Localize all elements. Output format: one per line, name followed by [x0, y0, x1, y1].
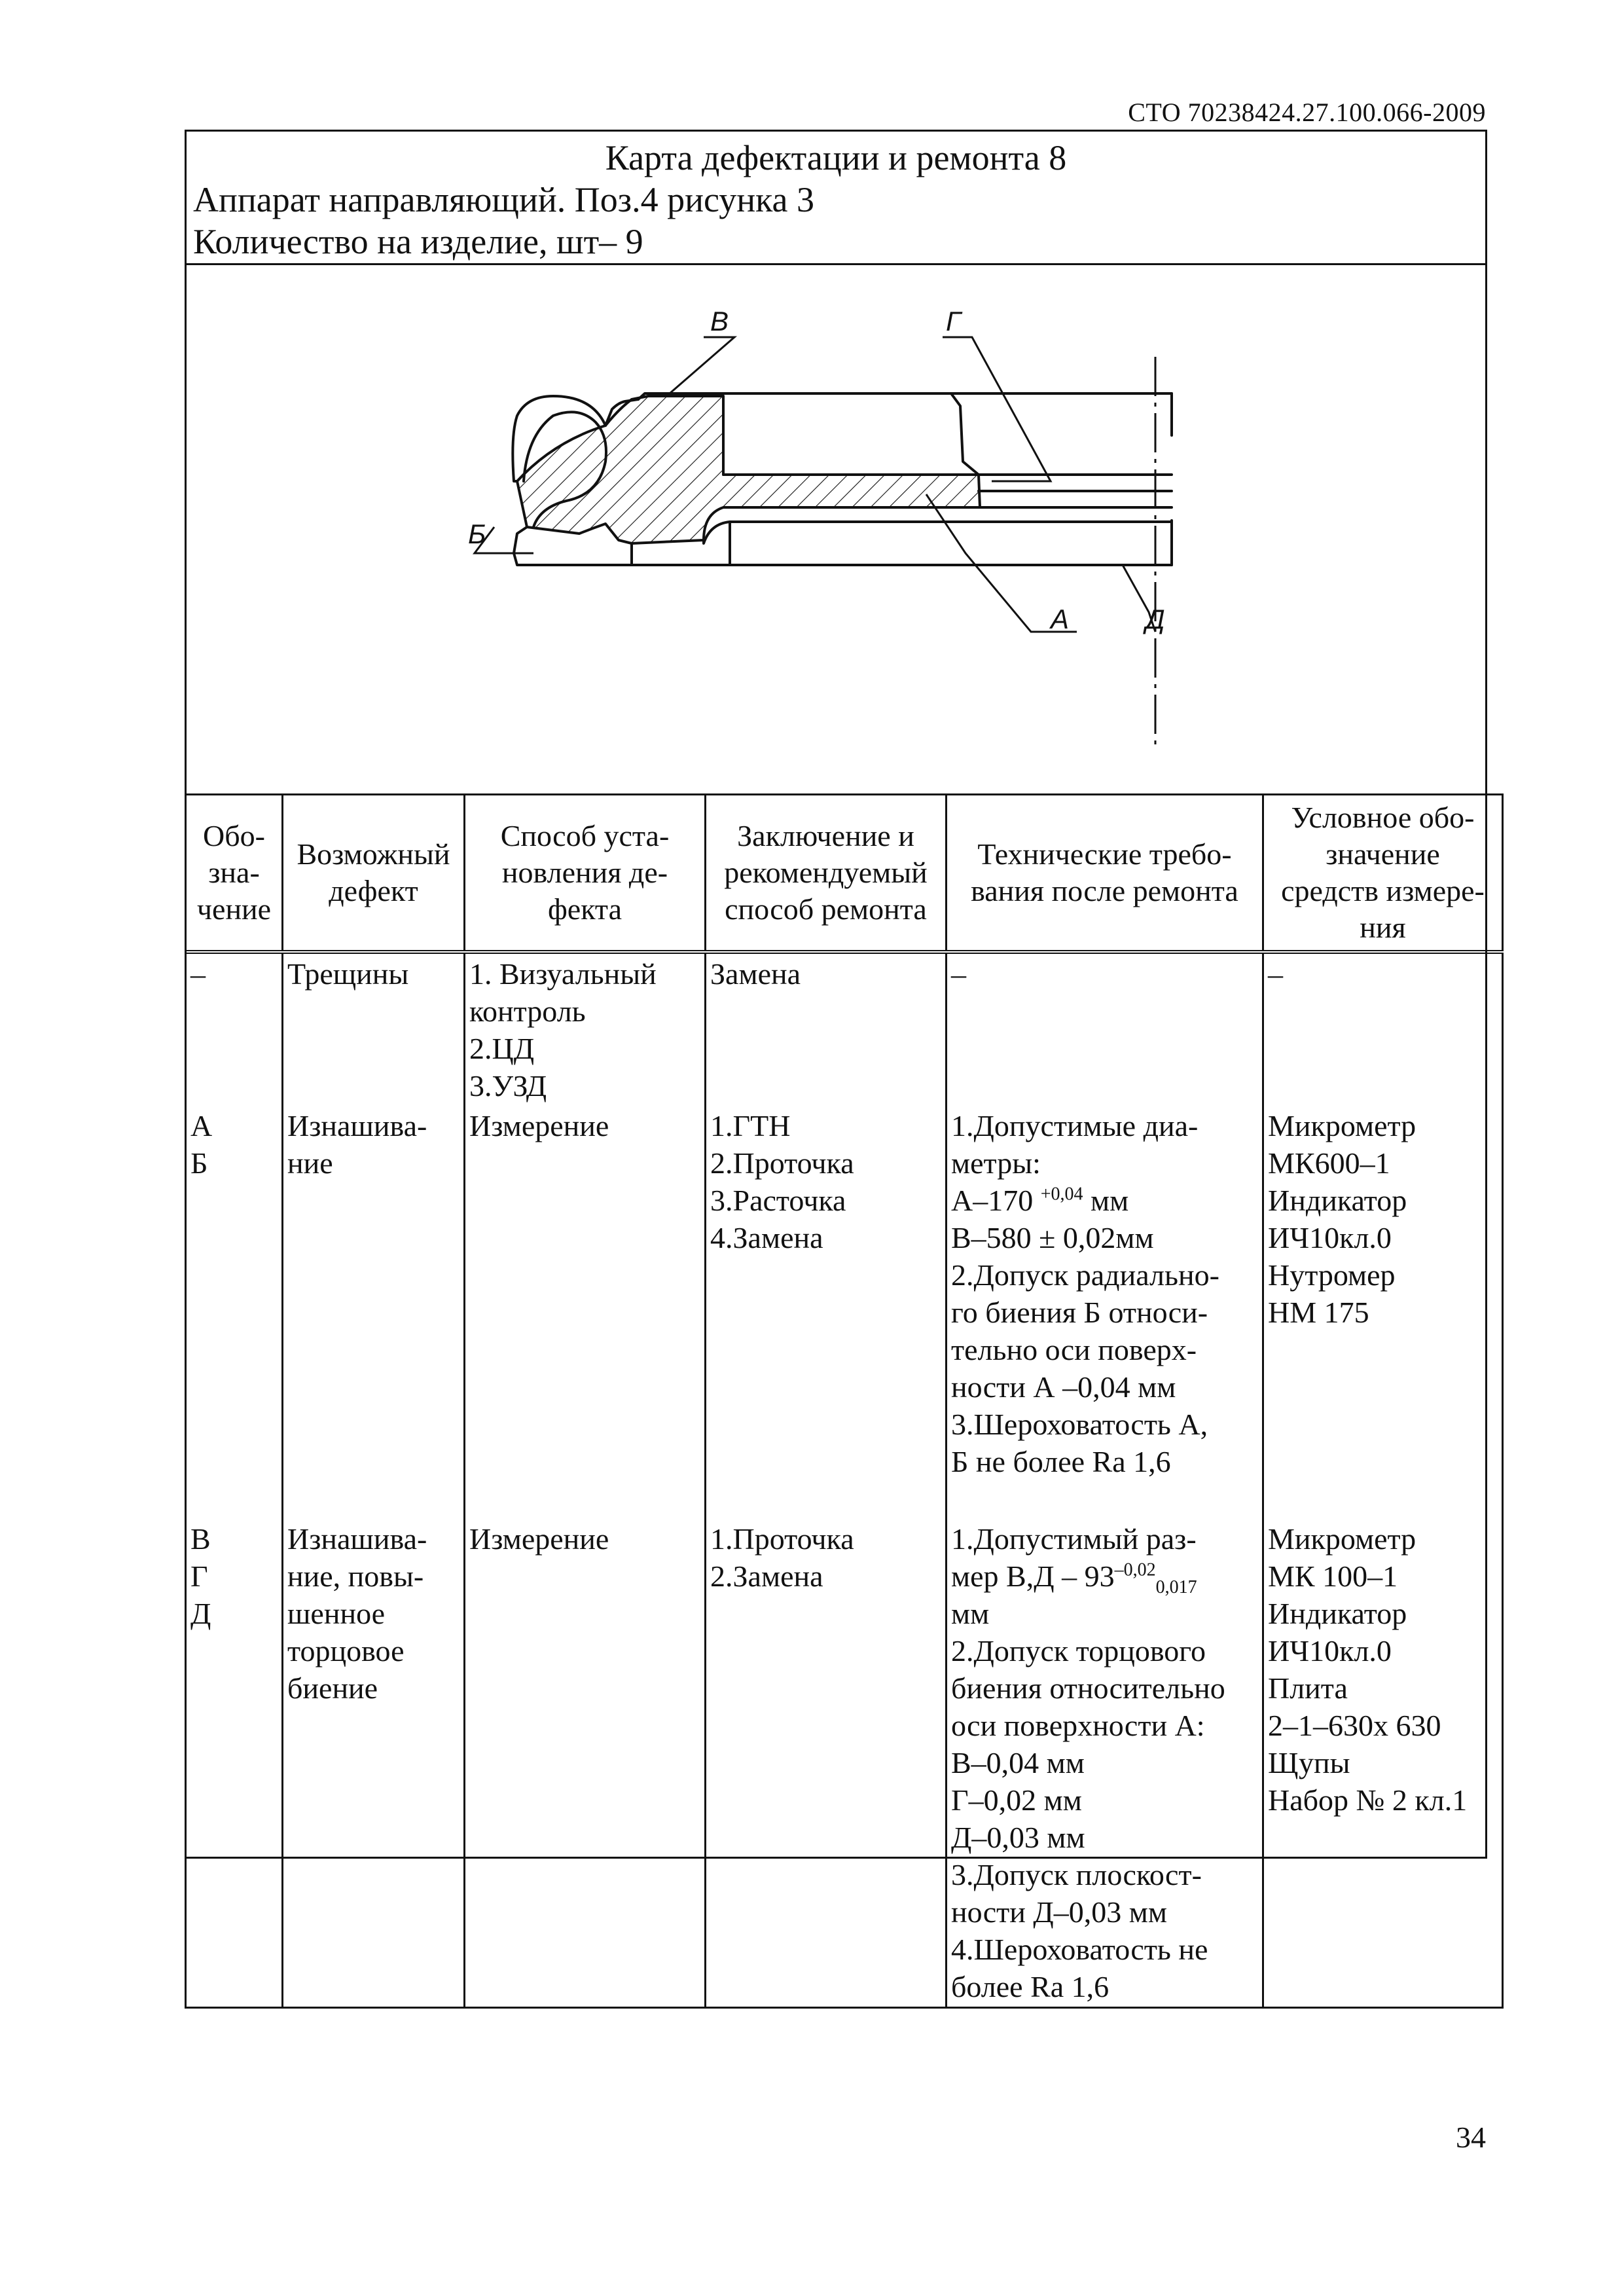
header-defect: Возможный дефект [283, 795, 465, 953]
part-drawing [187, 265, 1485, 795]
table-row [186, 952, 1503, 1106]
card-header [187, 132, 1485, 265]
label-a: А [1051, 604, 1070, 634]
requirements-cell: 1.Допустимый раз- мер $В,Д - 93^{-0,02}_{0,017}$ мм 2.Допуск торцового биения относительно оси поверхности А: В–0,04 мм Г–0,02 мм Д–0,03 мм 3.Допуск плоскост- ности Д–0,03 мм 4.Шероховатость не более Ra 1,6 [947, 1519, 1263, 2008]
tolerance-upper: +0,04 [1040, 1184, 1083, 1205]
repair-cell: Замена [706, 952, 947, 1106]
header-instruments: Условное обо- значение средств измере- ния [1263, 795, 1503, 953]
header-requirements: Технические требо- вания после ремонта [947, 795, 1263, 953]
instruments-cell: Микрометр МК 100–1 Индикатор ИЧ10кл.0 Плита 2–1–630х 630 Щупы Набор № 2 кл.1 [1263, 1519, 1503, 2008]
quantity-per-product: Количество на изделие, шт– 9 [193, 222, 643, 261]
header-repair-method: Заключение и рекомендуемый способ ремонта [706, 795, 947, 953]
defects-table [185, 793, 1504, 2009]
method-cell: Измерение [465, 1106, 706, 1519]
defect-cell: Изнашива- ние, повы- шенное торцовое биение [283, 1519, 465, 2008]
tolerance-lower: 0,017 [1155, 1577, 1197, 1598]
method-cell: Измерение [465, 1519, 706, 2008]
instruments-cell: – [1263, 952, 1503, 1106]
page-number: 34 [1456, 2121, 1486, 2154]
label-g: Г [946, 306, 961, 337]
guide-apparatus-section-drawing [187, 265, 1485, 795]
label-d: Д [1146, 604, 1165, 634]
standard-code: СТО 70238424.27.100.066-2009 [1128, 98, 1486, 127]
card-title: Карта дефектации и ремонта 8 [605, 138, 1067, 177]
defect-repair-card [185, 130, 1487, 2003]
header-designation: Обо- зна- чение [186, 795, 283, 953]
repair-cell: 1.Проточка 2.Замена [706, 1519, 947, 2008]
requirements-cell: 1.Допустимые диа- метры: А–170 $^{+0,04}$ мм В–580 ± 0,02мм 2.Допуск радиально- го биения Б относи- тельно оси поверх- ности А –0,04 мм 3.Шероховатость А, Б не более Ra 1,6 [947, 1106, 1263, 1519]
tolerance-upper: –0,02 [1114, 1559, 1156, 1580]
table-row [186, 1519, 1503, 2008]
designation-cell: – [186, 952, 283, 1106]
header-detection-method: Способ уста- новления де- фекта [465, 795, 706, 953]
defect-cell: Трещины [283, 952, 465, 1106]
repair-cell: 1.ГТН 2.Проточка 3.Расточка 4.Замена [706, 1106, 947, 1519]
defect-cell: Изнашива- ние [283, 1106, 465, 1519]
label-v: В [710, 306, 729, 337]
part-name: Аппарат направляющий. Поз.4 рисунка 3 [193, 180, 815, 219]
designation-cell: А Б [186, 1106, 283, 1519]
requirements-cell: – [947, 952, 1263, 1106]
method-cell: 1. Визуальный контроль 2.ЦД 3.УЗД [465, 952, 706, 1106]
table-row [186, 1106, 1503, 1519]
instruments-cell: Микрометр МК600–1 Индикатор ИЧ10кл.0 Нутромер НМ 175 [1263, 1106, 1503, 1519]
label-b: Б [468, 519, 486, 549]
designation-cell: В Г Д [186, 1519, 283, 2008]
table-header-row [186, 795, 1503, 953]
